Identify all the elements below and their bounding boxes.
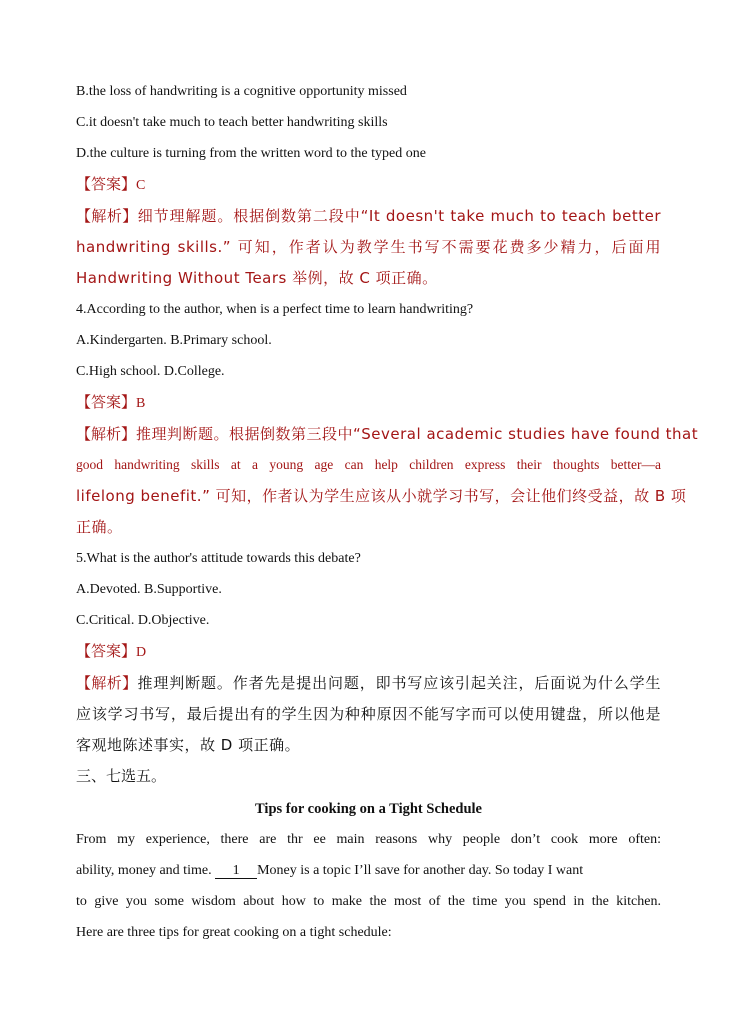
passage-line-1: From my experience, there are thr ee main reasons why people don’t cook more often: [76, 832, 661, 847]
q4-analysis-line-4: 正确。 [76, 518, 123, 536]
q5-options-ab: A.Devoted. B.Supportive. [76, 582, 222, 597]
q5-options-cd: C.Critical. D.Objective. [76, 613, 210, 628]
q3-analysis-line-1: 【解析】细节理解题。根据倒数第二段中“It doesn't take much to teach better [76, 207, 661, 225]
q5-analysis-line-2: 应该学习书写，最后提出有的学生因为种种原因不能写字而可以使用键盘，所以他是 [76, 705, 661, 723]
q4-question: 4.According to the author, when is a perfect time to learn handwriting? [76, 302, 474, 317]
passage-title: Tips for cooking on a Tight Schedule [255, 801, 482, 817]
q4-analysis-line-3: lifelong benefit.” 可知，作者认为学生应该从小就学习书写，会让他们终受益，故 B 项 [76, 487, 687, 505]
q4-answer [76, 393, 145, 414]
answer-label: 【答案】 [76, 395, 137, 411]
passage-line-4: Here are three tips for great cooking on a tight schedule: [76, 925, 392, 940]
q4-options-ab: A.Kindergarten. B.Primary school. [76, 333, 272, 348]
q4-analysis-line-1: 【解析】推理判断题。根据倒数第三段中“Several academic studies have found that [76, 425, 699, 443]
q3-answer [76, 175, 145, 196]
analysis-label: 【解析】 [76, 209, 138, 225]
answer-label: 【答案】 [76, 644, 137, 660]
section-heading: 三、七选五。 [76, 767, 167, 785]
analysis-label: 【解析】 [76, 676, 138, 692]
q4-options-cd: C.High school. D.College. [76, 364, 225, 379]
passage-line-2: ability, money and time. 1 Money is a topic I’ll save for another day. So today I want [76, 863, 584, 878]
q5-answer [76, 642, 146, 663]
answer-label: 【答案】 [76, 177, 137, 193]
q3-option-c: C.it doesn't take much to teach better handwriting skills [76, 115, 388, 130]
q3-analysis-line-2: handwriting skills.” 可知，作者认为教学生书写不需要花费多少精力，后面用 [76, 238, 661, 256]
answer-value: C [136, 178, 146, 193]
blank-1: 1 [215, 863, 257, 879]
q5-analysis-line-3: 客观地陈述事实，故 D 项正确。 [76, 736, 301, 754]
q3-option-b: B.the loss of handwriting is a cognitive opportunity missed [76, 84, 407, 99]
q3-analysis-line-3: Handwriting Without Tears 举例，故 C 项正确。 [76, 269, 438, 287]
q5-analysis-line-1: 【解析】推理判断题。作者先是提出问题，即书写应该引起关注，后面说为什么学生 [76, 674, 661, 692]
q5-question: 5.What is the author's attitude towards this debate? [76, 551, 361, 566]
passage-line-3: to give you some wisdom about how to make the most of the time you spend in the kitchen. [76, 894, 661, 909]
answer-value: B [136, 396, 146, 411]
q3-option-d: D.the culture is turning from the written word to the typed one [76, 146, 426, 161]
analysis-label: 【解析】 [76, 427, 137, 443]
answer-value: D [136, 645, 147, 660]
q4-analysis-line-2: good handwriting skills at a young age can help children express their thoughts better—a [76, 457, 661, 472]
